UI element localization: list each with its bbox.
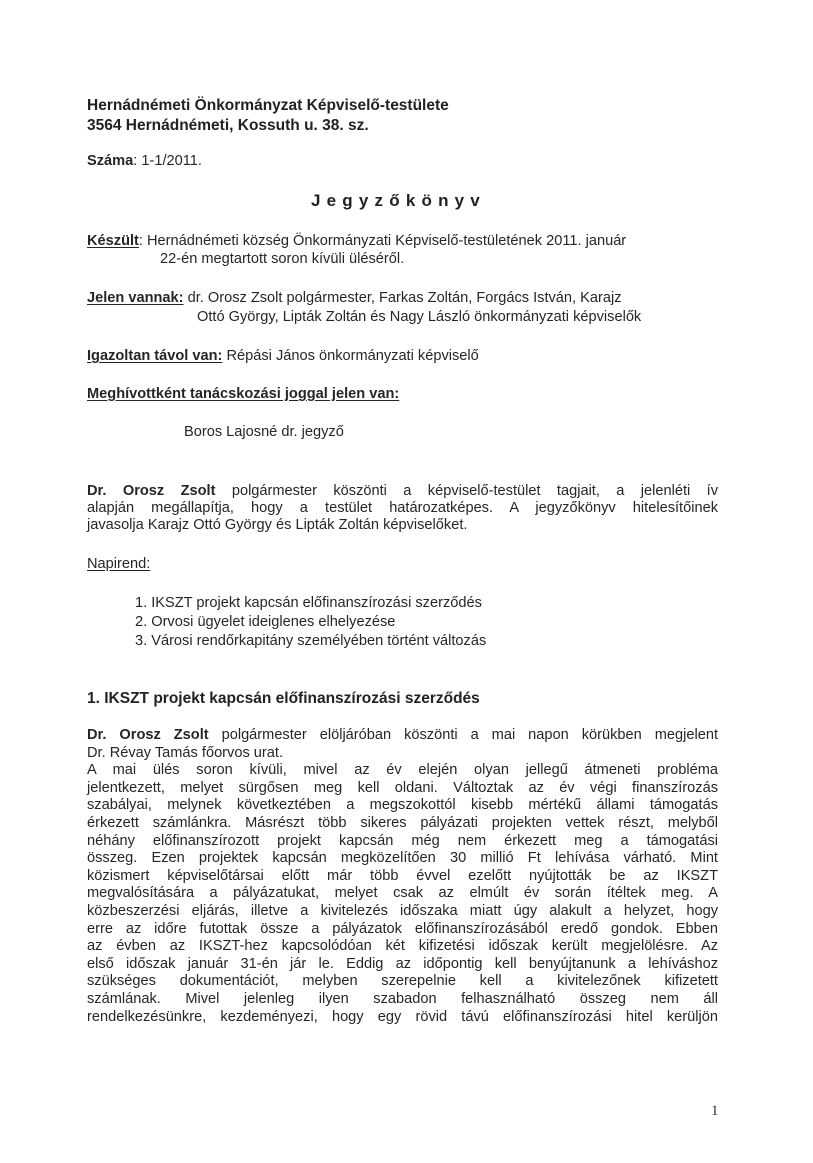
attendees-label: Jelen vannak: <box>87 290 184 306</box>
intro-line-text: polgármester köszönti a képviselő-testület tagjait, a jelenléti ív <box>215 483 719 499</box>
attendees-line-2: Ottó György, Lipták Zoltán és Nagy László önkormányzati képviselők <box>197 309 642 325</box>
intro-line <box>87 483 718 500</box>
absent-line <box>87 348 479 364</box>
body-line: A mai ülés soron kívüli, mivel az év elején olyan jellegű átmeneti probléma <box>87 762 718 779</box>
section-1-body <box>87 727 718 1026</box>
intro-speaker: Dr. Orosz Zsolt <box>87 483 216 499</box>
intro-paragraph <box>87 483 718 535</box>
agenda-item-3: 3. Városi rendőrkapitány személyében történt változás <box>135 633 487 649</box>
intro-line: javasolja Karajz Ottó György és Lipták Zoltán képviselőket. <box>87 517 468 534</box>
body-line: közismert képviselőtársai előtt már több évvel ezelőtt nyújtották be az IKSZT <box>87 867 718 884</box>
invited-person: Boros Lajosné dr. jegyző <box>184 424 344 440</box>
invited-label: Meghívottként tanácskozási joggal jelen van: <box>87 386 400 402</box>
document-number-label: Száma <box>87 153 134 169</box>
document-title: Jegyzőkönyv <box>311 191 486 210</box>
body-line: erre az időre futottak össze a pályázatok előfinanszírozásából eredő gondok. Ebben <box>87 920 718 937</box>
body-line <box>87 727 718 745</box>
body-line-text: polgármester elöljáróban köszönti a mai napon körükben megjelent <box>208 727 718 743</box>
page-number: 1 <box>711 1103 719 1119</box>
body-line: számlának. Mivel jelenleg ilyen szabadon felhasználható összeg nem áll <box>87 990 718 1007</box>
keszult-line-2: 22-én megtartott soron kívüli üléséről. <box>160 251 405 267</box>
body-line: szabályai, melynek következtében a megszokottól kisebb mértékű állami támogatás <box>87 797 718 814</box>
body-line: az évben az IKSZT-hez kapcsolódóan két kifizetési időszak került megjelölésre. Az <box>87 938 718 955</box>
agenda-item-2: 2. Orvosi ügyelet ideiglenes elhelyezése <box>135 614 396 630</box>
org-address: 3564 Hernádnémeti, Kossuth u. 38. sz. <box>87 117 369 134</box>
org-name: Hernádnémeti Önkormányzat Képviselő-testülete <box>87 97 449 114</box>
body-line: összeg. Ezen projektek kapcsán megközelítően 30 millió Ft lehívása várható. Mint <box>87 850 718 867</box>
agenda-item-1: 1. IKSZT projekt kapcsán előfinanszírozási szerződés <box>135 595 482 611</box>
agenda-label: Napirend: <box>87 556 151 572</box>
body-line: közbeszerzési eljárás, illetve a kivitelezés időszaka miatt úgy alakult a helyzet, hogy <box>87 902 718 919</box>
body-line: érkezett számlánkra. Másrészt több sikeres pályázati projekten vettek részt, melyből <box>87 814 718 831</box>
keszult-text-1: : Hernádnémeti község Önkormányzati Képviselő-testületének 2011. január <box>138 233 627 249</box>
body-line: első időszak január 31-én jár le. Eddig az időpontig kell benyújtanunk a lehíváshoz <box>87 955 718 972</box>
section-1-speaker: Dr. Orosz Zsolt <box>87 727 209 743</box>
body-line: szükséges dokumentációt, melyben szerepelnie kell a kivitelezőnek kifizetett <box>87 973 718 990</box>
body-line: megvalósítására a pályázatukat, melyet csak az elmúlt év során ítéltek meg. A <box>87 885 718 902</box>
absent-text: Répási János önkormányzati képviselő <box>222 348 479 364</box>
body-line: néhány előfinanszírozott projekt kapcsán még nem érkezett meg a támogatási <box>87 832 718 849</box>
section-1-heading: 1. IKSZT projekt kapcsán előfinanszírozási szerződés <box>87 690 480 707</box>
document-number-value: : 1-1/2011. <box>133 153 202 169</box>
attendees-line-1 <box>87 290 622 306</box>
intro-line: alapján megállapítja, hogy a testület határozatképes. A jegyzőkönyv hitelesítőinek <box>87 500 718 517</box>
body-line: rendelkezésünkre, kezdeményezi, hogy egy rövid távú előfinanszírozási hitel kerüljön <box>87 1008 718 1025</box>
body-line: Dr. Révay Tamás főorvos urat. <box>87 744 284 761</box>
document-number <box>87 153 202 169</box>
body-line: jelentkezett, melyet sürgősen meg kell oldani. Változtak az év végi finanszírozás <box>87 779 718 796</box>
keszult-label: Készült <box>87 233 139 249</box>
absent-label: Igazoltan távol van: <box>87 348 223 364</box>
attendees-text-1: dr. Orosz Zsolt polgármester, Farkas Zoltán, Forgács István, Karajz <box>183 290 622 306</box>
keszult-line-1 <box>87 233 626 249</box>
